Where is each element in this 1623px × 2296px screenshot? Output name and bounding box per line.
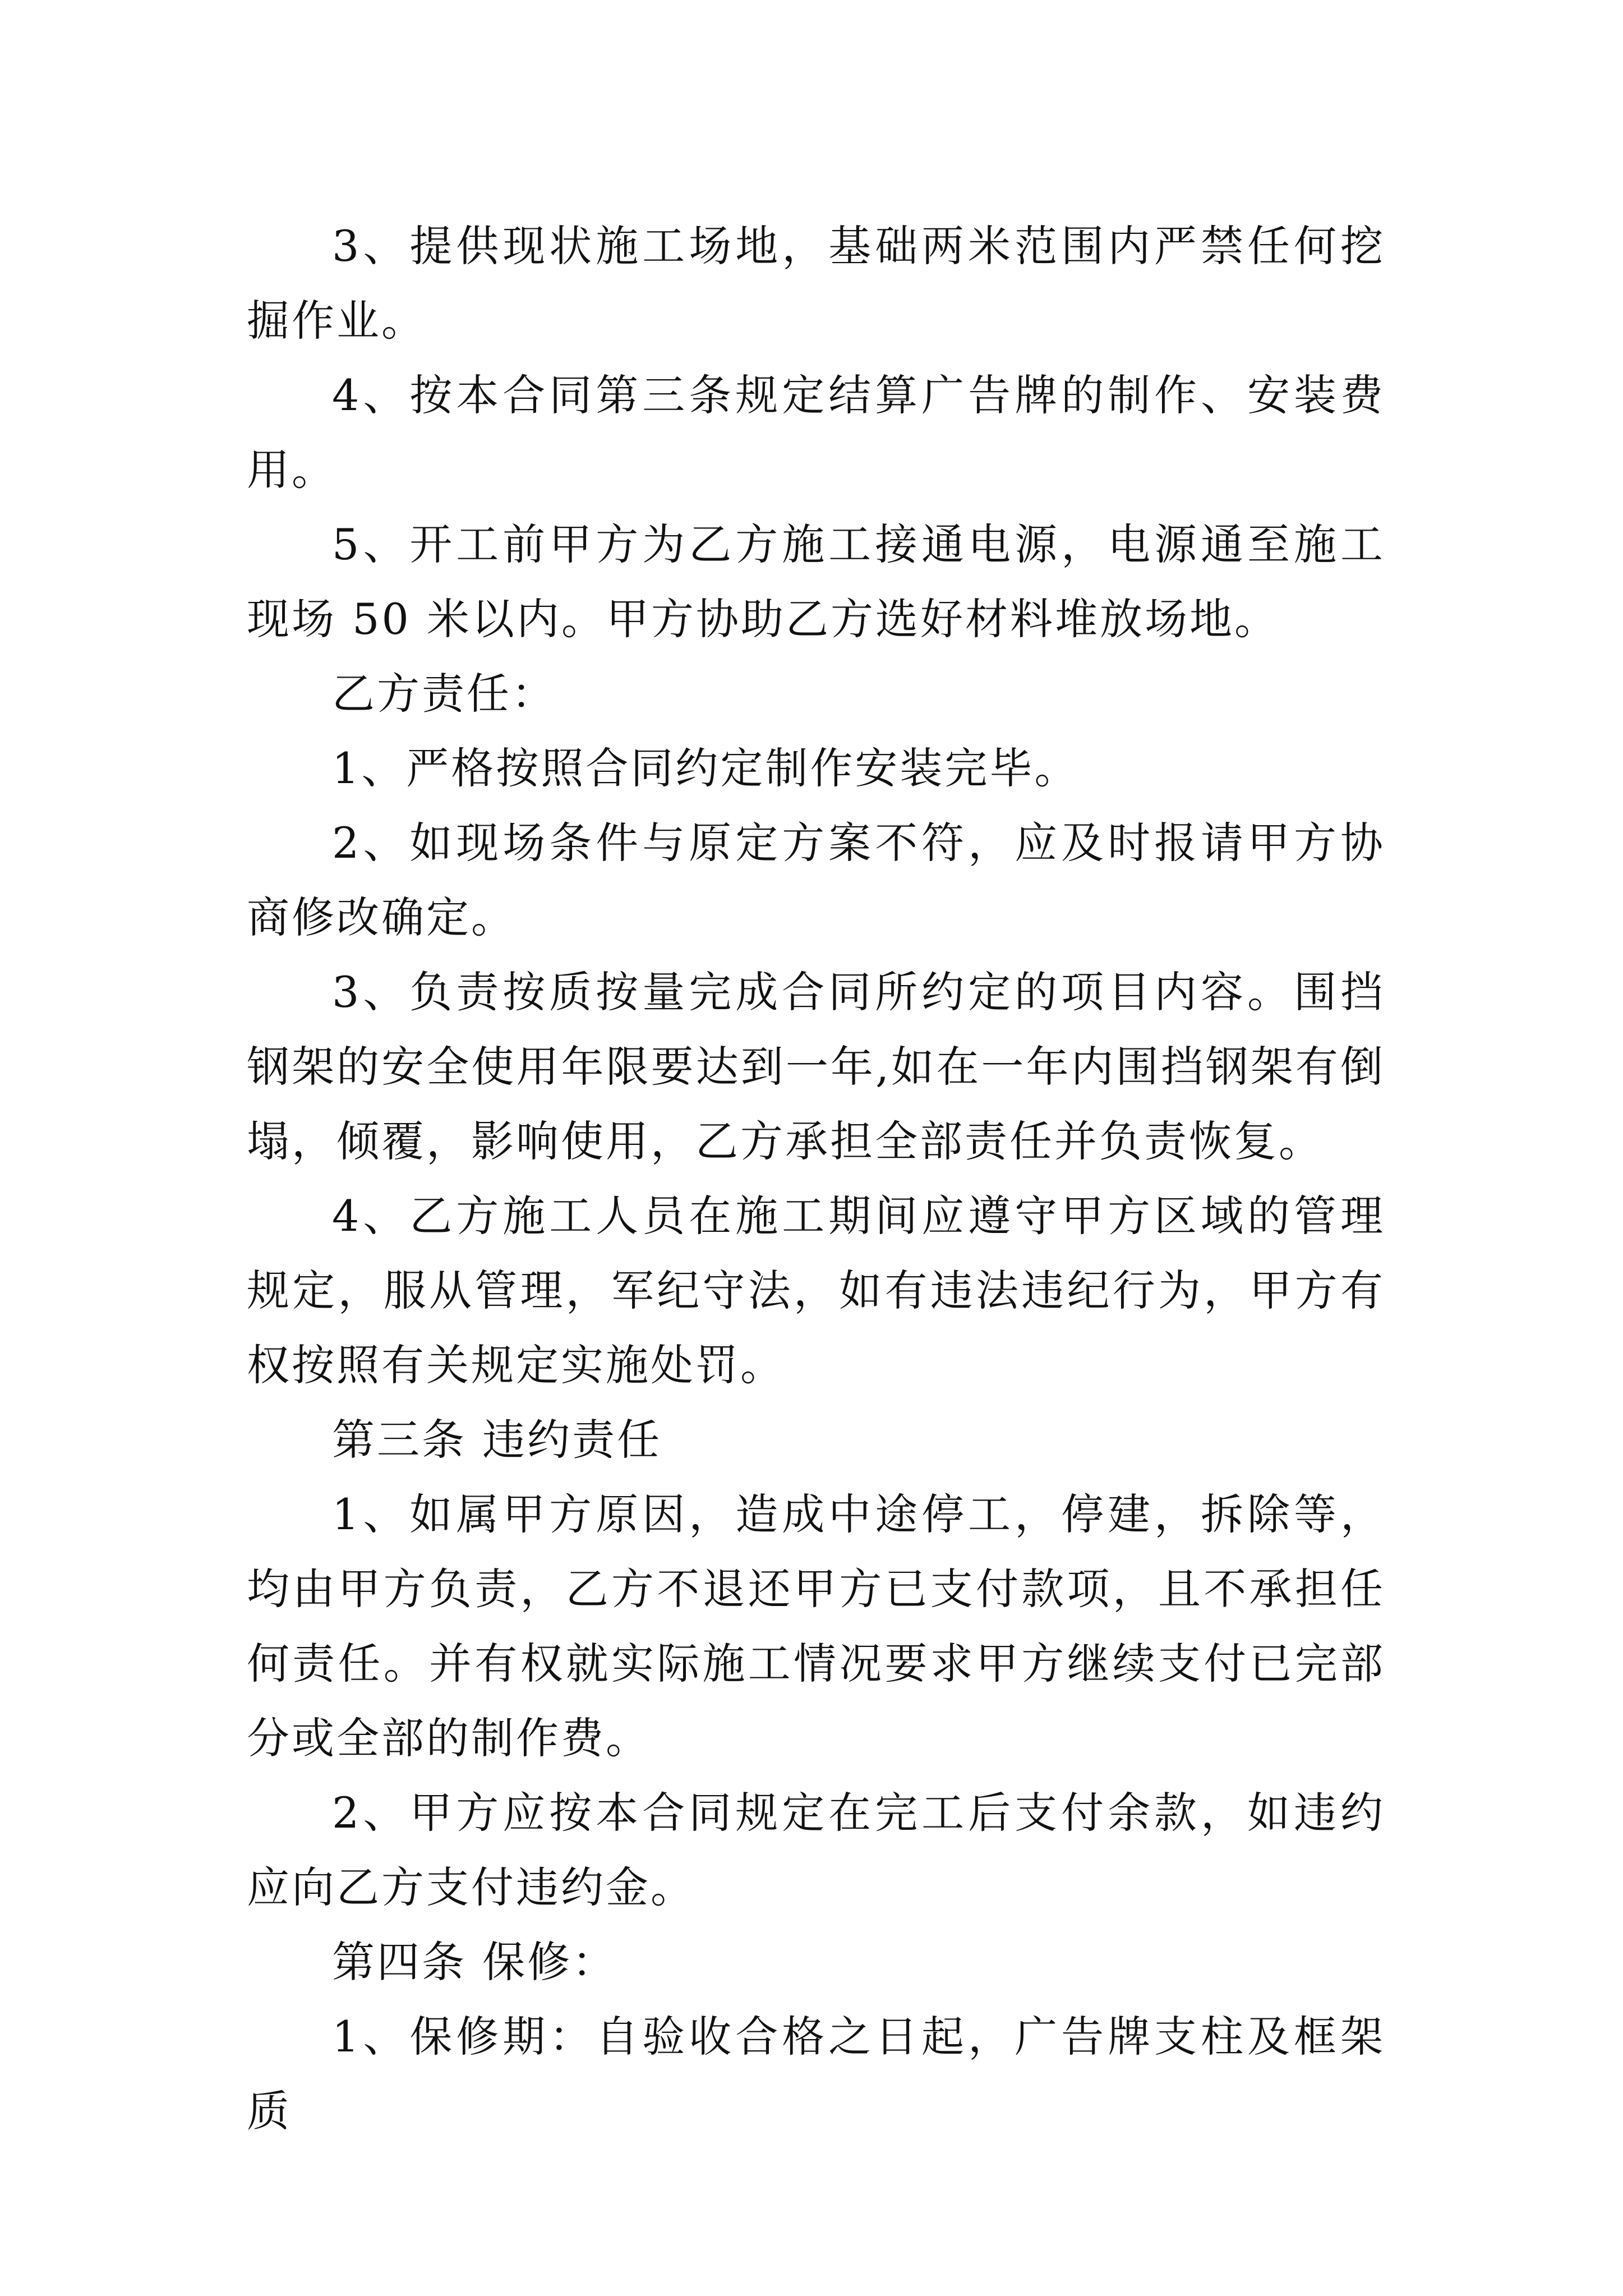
paragraph: 4、乙方施工人员在施工期间应遵守甲方区域的管理规定，服从管理，军纪守法，如有违法违纪行为，甲方有权按照有关规定实施处罚。 (247, 1191, 1385, 1390)
paragraph: 2、甲方应按本合同规定在完工后支付余款，如违约应向乙方支付违约金。 (247, 1788, 1385, 1912)
paragraph: 1、如属甲方原因，造成中途停工，停建，拆除等，均由甲方负责，乙方不退还甲方已支付款项，且不承担任何责任。并有权就实际施工情况要求甲方继续支付已完部分或全部的制作费。 (247, 1489, 1385, 1763)
section-heading-party-b-responsibility: 乙方责任： (332, 669, 556, 719)
paragraph: 3、提供现状施工场地，基础两米范围内严禁任何挖掘作业。 (247, 221, 1385, 346)
paragraph: 1、严格按照合同约定制作安装完毕。 (332, 743, 1080, 793)
paragraph: 5、开工前甲方为乙方施工接通电源，电源通至施工现场 50 米以内。甲方协助乙方选好材料堆放场地。 (247, 519, 1385, 644)
paragraph: 2、如现场条件与原定方案不符，应及时报请甲方协商修改确定。 (247, 818, 1385, 942)
paragraph: 3、负责按质按量完成合同所约定的项目内容。围挡钢架的安全使用年限要达到一年,如在一年内围挡钢架有倒塌，倾覆，影响使用，乙方承担全部责任并负责恢复。 (247, 967, 1385, 1166)
paragraph: 1、保修期：自验收合格之日起，广告牌支柱及框架质 (247, 2012, 1385, 2136)
document-body (247, 209, 1385, 2148)
paragraph: 4、按本合同第三条规定结算广告牌的制作、安装费用。 (247, 370, 1385, 495)
article-heading-4: 第四条 保修： (332, 1937, 617, 1987)
article-heading-3: 第三条 违约责任 (332, 1415, 662, 1465)
